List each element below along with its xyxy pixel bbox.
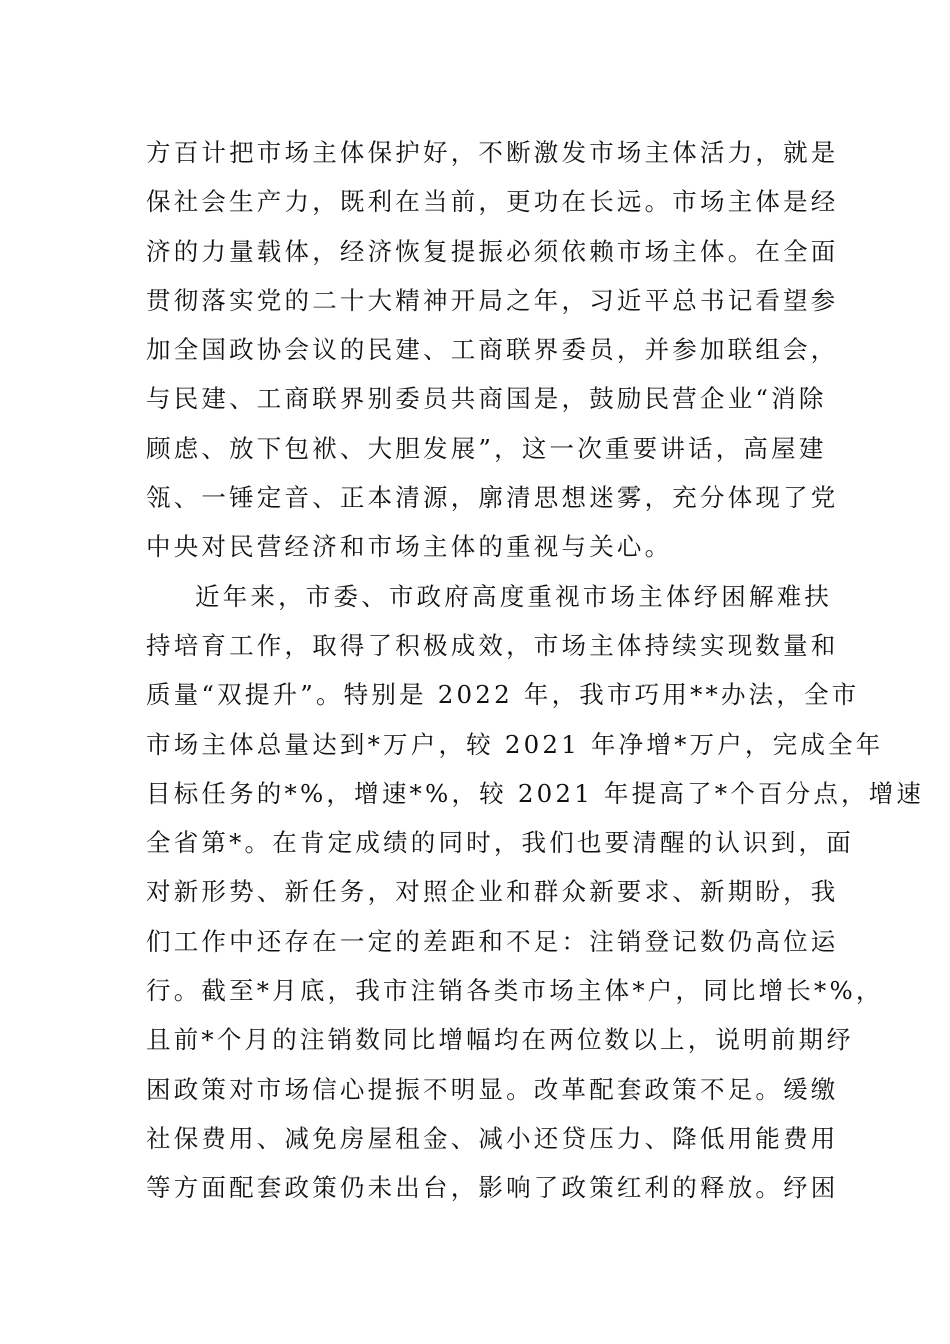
text-line: 方百计把市场主体保护好，不断激发市场主体活力，就是: [146, 138, 839, 167]
text-line: 与民建、工商联界别委员共商国是，鼓励民营企业“消除: [146, 384, 827, 414]
text-line: 质量“双提升”。特别是 2022 年，我市巧用**办法，全市: [146, 680, 860, 710]
text-line: 行。截至*月底，我市注销各类市场主体*户，同比增长*%，: [146, 976, 884, 1006]
text-line: 加全国政协会议的民建、工商联界委员，并参加联组会，: [146, 335, 839, 365]
text-line: 且前*个月的注销数同比增幅均在两位数以上，说明前期纾: [146, 1025, 854, 1055]
text-line: 顾虑、放下包袱、大胆发展”，这一次重要讲话，高屋建: [146, 433, 827, 463]
text-line: 瓴、一锤定音、正本清源，廓清思想迷雾，充分体现了党: [146, 483, 839, 513]
text-line: 济的力量载体，经济恢复提振必须依赖市场主体。在全面: [146, 236, 839, 266]
paragraph-2: [146, 572, 925, 1213]
text-line: 全省第*。在肯定成绩的同时，我们也要清醒的认识到，面: [146, 828, 854, 858]
text-line: 保社会生产力，既利在当前，更功在长远。市场主体是经: [146, 187, 839, 217]
text-line: 中央对民营经济和市场主体的重视与关心。: [146, 532, 673, 562]
text-line: 贯彻落实党的二十大精神开局之年，习近平总书记看望参: [146, 285, 839, 315]
text-line: 对新形势、新任务，对照企业和群众新要求、新期盼，我: [146, 877, 839, 907]
text-line: 近年来，市委、市政府高度重视市场主体纾困解难扶: [195, 581, 833, 611]
text-line: 市场主体总量达到*万户，较 2021 年净增*万户，完成全年: [146, 729, 884, 759]
text-line: 等方面配套政策仍未出台，影响了政策红利的释放。纾困: [146, 1173, 839, 1203]
paragraph-1: [146, 128, 839, 572]
text-line: 持培育工作，取得了积极成效，市场主体持续实现数量和: [146, 630, 839, 660]
text-line: 们工作中还存在一定的差距和不足：注销登记数仍高位运: [146, 926, 839, 956]
text-line: 目标任务的*%，增速*%，较 2021 年提高了*个百分点，增速: [146, 778, 925, 808]
text-line: 困政策对市场信心提振不明显。改革配套政策不足。缓缴: [146, 1074, 839, 1104]
document-body: [146, 128, 925, 1213]
text-line: 社保费用、减免房屋租金、减小还贷压力、降低用能费用: [146, 1123, 839, 1153]
